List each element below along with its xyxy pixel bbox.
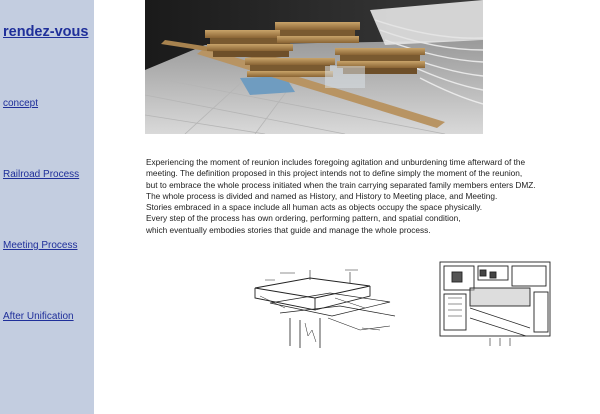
description-line: which eventually embodies stories that guide and manage the whole process. [146, 224, 431, 235]
description-line: but to embrace the whole process initiated when the train carrying separated family members enters DMZ. [146, 179, 536, 190]
project-description [146, 157, 586, 236]
description-line: Stories embraced in a space include all human acts as objects occupy the space physically. [146, 202, 483, 213]
nav-link-meeting-process[interactable]: Meeting Process [3, 240, 78, 251]
model-photo [145, 0, 483, 134]
description-line: Every step of the process has own ordering, performing pattern, and spatial condition, [146, 213, 461, 224]
nav-link-railroad-process[interactable]: Railroad Process [3, 169, 80, 180]
sidebar [0, 0, 94, 414]
description-line: meeting. The definition proposed in this project intends not to define simply the moment of the reunion, [146, 168, 523, 179]
nav-link-after-unification[interactable]: After Unification [3, 311, 74, 322]
site-title-link[interactable]: rendez-vous [3, 24, 89, 40]
perspective-sketch [250, 268, 400, 354]
plan-sketch [430, 258, 560, 348]
nav-link-concept[interactable]: concept [3, 98, 39, 109]
description-line: The whole process is divided and named as History, and History to Meeting place, and Meeting. [146, 190, 498, 201]
description-line: Experiencing the moment of reunion includes foregoing agitation and unburdening time afterward of the [146, 157, 526, 167]
